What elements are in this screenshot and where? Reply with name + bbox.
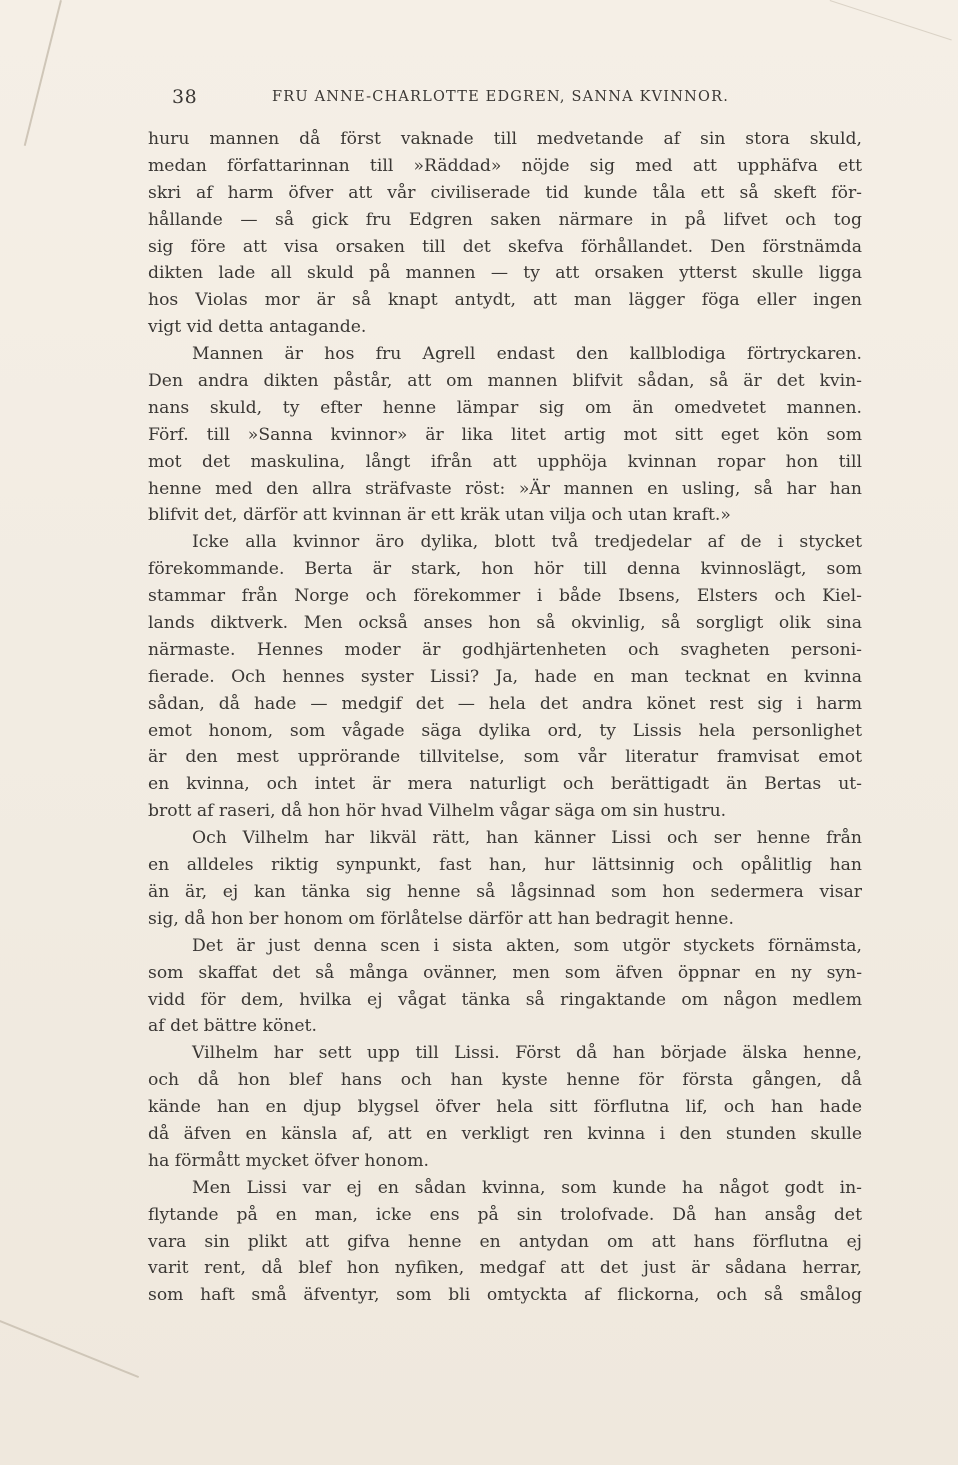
- text-line: hos Violas mor är så knapt antydt, att man lägger föga eller ingen: [148, 290, 862, 311]
- text-line: närmaste. Hennes moder är godhjärtenheten och svagheten personi-: [148, 639, 862, 660]
- text-line: mot det maskulina, långt ifrån att upphöja kvinnan ropar hon till: [148, 451, 862, 472]
- text-line: Och Vilhelm har likväl rätt, han känner Lissi och ser henne från: [192, 828, 862, 849]
- page-edge-line: [24, 0, 62, 146]
- text-line: en alldeles riktig synpunkt, fast han, hur lättsinnig och opålitlig han: [148, 855, 862, 876]
- running-title: FRU ANNE-CHARLOTTE EDGREN, SANNA KVINNOR.: [272, 89, 730, 105]
- text-line: sådan, då hade — medgif det — hela det andra könet rest sig i harm: [148, 693, 862, 714]
- text-line: nans skuld, ty efter henne lämpar sig om än omedvetet mannen.: [148, 397, 862, 418]
- text-line: hållande — så gick fru Edgren saken närmare in på lifvet och tog: [148, 209, 862, 230]
- text-line: varit rent, då blef hon nyfiken, medgaf att det just är sådana herrar,: [148, 1258, 862, 1279]
- text-line: fierade. Och hennes syster Lissi? Ja, hade en man tecknat en kvinna: [148, 666, 862, 687]
- text-line: af det bättre könet.: [148, 1016, 317, 1037]
- page-header: [172, 86, 728, 112]
- text-line: ha förmått mycket öfver honom.: [148, 1150, 429, 1171]
- text-line: lands diktverk. Men också anses hon så okvinlig, så sorgligt olik sina: [148, 613, 862, 634]
- page-number: 38: [172, 86, 198, 108]
- text-line: förekommande. Berta är stark, hon hör till denna kvinnoslägt, som: [148, 559, 862, 580]
- text-line: Vilhelm har sett upp till Lissi. Först då han började älska henne,: [192, 1043, 862, 1064]
- text-line: sig, då hon ber honom om förlåtelse därför att han bedragit henne.: [148, 908, 734, 929]
- text-line: än är, ej kan tänka sig henne så lågsinnad som hon sedermera visar: [148, 881, 862, 902]
- text-line: och då hon blef hans och han kyste henne för första gången, då: [148, 1070, 862, 1091]
- text-line: vara sin plikt att gifva henne en antydan om att hans förflutna ej: [148, 1231, 862, 1252]
- text-line: henne med den allra sträfvaste röst: »Är mannen en usling, så har han: [148, 478, 862, 499]
- text-line: kände han en djup blygsel öfver hela sitt förflutna lif, och han hade: [148, 1097, 862, 1118]
- text-line: Mannen är hos fru Agrell endast den kallblodiga förtryckaren.: [192, 344, 862, 365]
- text-line: vidd för dem, hvilka ej vågat tänka så ringaktande om någon medlem: [148, 989, 862, 1010]
- text-line: som skaffat det så många ovänner, men som äfven öppnar en ny syn-: [148, 962, 862, 983]
- text-line: skri af harm öfver att vår civiliserade tid kunde tåla ett så skeft för-: [148, 182, 862, 203]
- text-line: blifvit det, därför att kvinnan är ett kräk utan vilja och utan kraft.»: [148, 505, 731, 526]
- text-line: brott af raseri, då hon hör hvad Vilhelm vågar säga om sin hustru.: [148, 801, 727, 822]
- text-line: emot honom, som vågade säga dylika ord, ty Lissis hela personlighet: [148, 720, 862, 741]
- text-line: medan författarinnan till »Räddad» nöjde sig med att upphäfva ett: [148, 155, 862, 176]
- text-line: då äfven en känsla af, att en verkligt ren kvinna i den stunden skulle: [148, 1123, 862, 1144]
- page-edge-line: [830, 0, 952, 41]
- text-line: flytande på en man, icke ens på sin trolofvade. Då han ansåg det: [148, 1204, 862, 1225]
- text-line: Det är just denna scen i sista akten, som utgör styckets förnämsta,: [192, 935, 862, 956]
- text-line: som haft små äfventyr, som bli omtyckta af flickorna, och så smålog: [148, 1285, 862, 1306]
- text-line: Men Lissi var ej en sådan kvinna, som kunde ha något godt in-: [192, 1177, 862, 1198]
- page-edge-line: [0, 1320, 139, 1378]
- text-line: en kvinna, och intet är mera naturligt och berättigadt än Bertas ut-: [148, 774, 862, 795]
- text-line: huru mannen då först vaknade till medvetande af sin stora skuld,: [148, 129, 862, 149]
- text-line: Den andra dikten påstår, att om mannen blifvit sådan, så är det kvin-: [148, 371, 862, 392]
- text-line: Icke alla kvinnor äro dylika, blott två tredjedelar af de i stycket: [192, 532, 862, 553]
- body-text: [148, 126, 862, 1309]
- text-line: dikten lade all skuld på mannen — ty att orsaken ytterst skulle ligga: [148, 263, 862, 284]
- text-line: vigt vid detta antagande.: [148, 317, 367, 338]
- text-line: sig före att visa orsaken till det skefva förhållandet. Den förstnämda: [148, 236, 862, 257]
- text-line: Förf. till »Sanna kvinnor» är lika litet artig mot sitt eget kön som: [148, 424, 862, 445]
- text-line: är den mest upprörande tillvitelse, som vår literatur framvisat emot: [148, 747, 862, 768]
- text-line: stammar från Norge och förekommer i både Ibsens, Elsters och Kiel-: [148, 586, 862, 607]
